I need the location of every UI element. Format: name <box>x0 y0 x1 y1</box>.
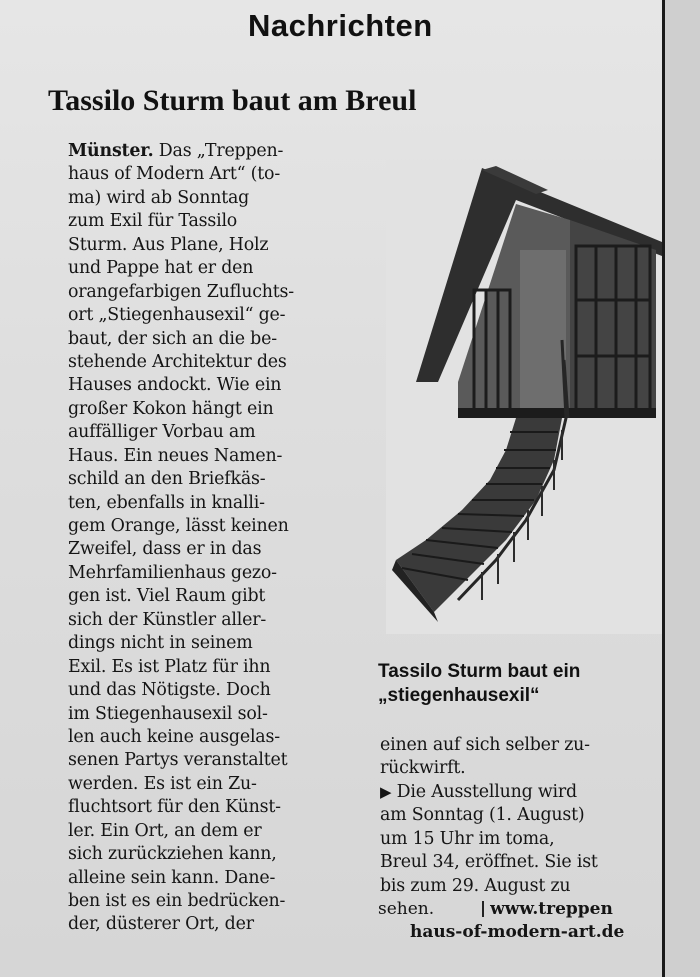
article-line: Zweifel, dass er in das <box>68 539 262 560</box>
article-line: stehende Architektur des <box>68 351 287 372</box>
article-column-left <box>68 140 350 937</box>
article-line: auffälliger Vorbau am <box>68 422 256 443</box>
article-line <box>68 140 350 163</box>
article-line: der, düsterer Ort, der <box>68 914 254 935</box>
article-line-text: Das „Treppen- <box>153 141 284 161</box>
page-margin <box>665 0 700 977</box>
article-line: baut, der sich an die be- <box>68 328 277 349</box>
article-line: ben ist es ein bedrücken- <box>68 891 286 911</box>
staircase-photo <box>386 160 662 634</box>
article-column-right <box>380 734 660 898</box>
website-block <box>378 898 648 944</box>
article-line: orangefarbigen Zufluchts- <box>68 281 294 302</box>
article-line-text: Die Ausstellung wird <box>396 781 577 802</box>
article-line: und Pappe hat er den <box>68 258 254 279</box>
article-line: gen ist. Viel Raum gibt <box>68 586 266 607</box>
column-rule <box>662 0 665 977</box>
article-line: Hauses andockt. Wie ein <box>68 375 282 396</box>
article-line: am Sonntag (1. August) <box>380 805 585 826</box>
article-line: ort „Stiegenhausexil“ ge- <box>68 305 286 326</box>
article-place: Münster. <box>68 141 154 161</box>
photo-caption <box>378 660 658 708</box>
article-line: Mehrfamilienhaus gezo- <box>68 562 277 583</box>
article-line: dings nicht in seinem <box>68 633 253 654</box>
article-line: im Stiegenhausexil sol- <box>68 703 268 724</box>
article-line: senen Partys veranstaltet <box>68 750 288 771</box>
article-line: fluchtsort für den Künst- <box>68 797 281 818</box>
article-line <box>380 781 660 804</box>
article-line: um 15 Uhr im toma, <box>380 828 555 849</box>
triangle-right-icon: ▶ <box>380 782 392 801</box>
article-line: und das Nötigste. Doch <box>68 680 271 701</box>
article-line: sich zurückziehen kann, <box>68 844 277 865</box>
website-url-part2: haus-of-modern-art.de <box>410 922 625 942</box>
article-line: gem Orange, lässt keinen <box>68 516 289 536</box>
article-line: sich der Künstler aller- <box>68 609 267 630</box>
section-title: Nachrichten <box>248 8 433 43</box>
article-line: sehen. <box>378 899 435 919</box>
article-line: len auch keine ausgelas- <box>68 726 280 747</box>
article-line: großer Kokon hängt ein <box>68 398 274 419</box>
article-line: alleine sein kann. Dane- <box>68 867 276 888</box>
separator-bar <box>482 901 484 917</box>
caption-line: Tassilo Sturm baut ein <box>378 661 581 682</box>
website-url-part1: www.treppen <box>490 899 613 919</box>
caption-line: „stiegenhausexil“ <box>378 685 540 706</box>
article-line: rückwirft. <box>380 758 466 779</box>
article-line: bis zum 29. August zu <box>380 875 571 896</box>
spacer <box>434 898 482 921</box>
article-line: haus of Modern Art“ (to- <box>68 164 280 185</box>
article-line: ten, ebenfalls in knalli- <box>68 492 265 513</box>
article-line: zum Exil für Tassilo <box>68 211 238 232</box>
article-line: Haus. Ein neues Namen- <box>68 445 283 466</box>
article-line: einen auf sich selber zu- <box>380 735 590 755</box>
article-line: werden. Es ist ein Zu- <box>68 773 257 794</box>
article-line: ler. Ein Ort, an dem er <box>68 820 262 841</box>
article-line: Exil. Es ist Platz für ihn <box>68 656 271 677</box>
article-headline: Tassilo Sturm baut am Breul <box>48 84 417 117</box>
url-row <box>378 898 648 921</box>
article-line: Breul 34, eröffnet. Sie ist <box>380 852 598 873</box>
article-line: Sturm. Aus Plane, Holz <box>68 234 269 255</box>
article-line: ma) wird ab Sonntag <box>68 187 250 208</box>
article-line: schild an den Briefkäs- <box>68 469 266 490</box>
